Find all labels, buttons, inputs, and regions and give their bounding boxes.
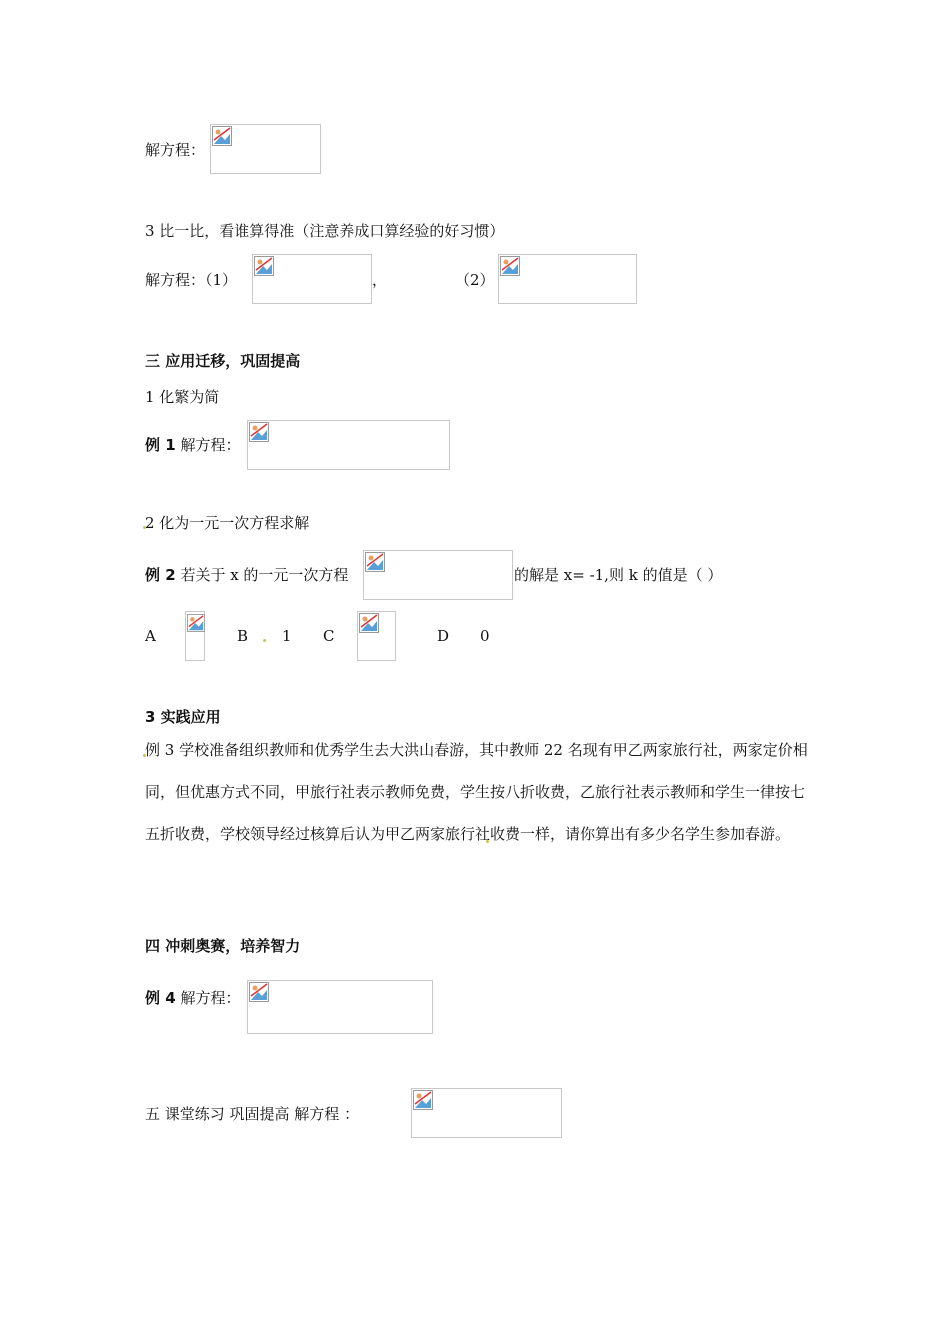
example-1 [145, 435, 240, 455]
option-b-value: 1 [282, 627, 292, 645]
subsection-2: 2 化为一元一次方程求解 [145, 514, 310, 532]
option-c-label: C [323, 627, 335, 645]
example-2-tail: 的解是 x= -1,则 k 的值是（ ） [514, 566, 723, 584]
example-4 [145, 988, 240, 1008]
broken-image-icon [247, 980, 433, 1034]
section-5-heading: 五 课堂练习 巩固提高 解方程 ： [145, 1105, 360, 1123]
broken-image-icon [210, 124, 321, 174]
section-3-heading: 三 应用迁移，巩固提高 [145, 352, 301, 370]
marker-dot [263, 639, 266, 642]
example-2-text: 若关于 x 的一元一次方程 [175, 566, 349, 584]
broken-image-icon [357, 611, 396, 661]
example-2 [145, 565, 348, 585]
example-3-paragraph: 例 3 学校准备组织教师和优秀学生去大洪山春游，其中教师 22 名现有甲乙两家旅行社，两家定价相同，但优惠方式不同，甲旅行社表示教师免费，学生按八折收费，乙旅行社表示教师和学生一律按七五折收费，学校领导经过核算后认为甲乙两家旅行社收费一样，请你算出有多少名学生参加春游。 [145, 741, 808, 843]
broken-image-icon [498, 254, 637, 304]
broken-image-icon [363, 550, 513, 600]
broken-image-icon [411, 1088, 562, 1138]
section-4-heading: 四 冲刺奥赛，培养智力 [145, 937, 301, 955]
example-1-text: 解方程： [175, 436, 241, 454]
example-1-label: 例 1 [145, 436, 176, 454]
subsection-3: 3 实践应用 [145, 708, 221, 726]
option-b-label: B [237, 627, 249, 645]
equation-prompt-1: 解方程： [145, 141, 206, 159]
exercise-3-title: 3 比一比，看谁算得准（注意养成口算经验的好习惯） [145, 222, 505, 240]
broken-image-icon [247, 420, 450, 470]
example-2-label: 例 2 [145, 566, 176, 584]
example-4-label: 例 4 [145, 989, 176, 1007]
option-d-label: D [437, 627, 450, 645]
example-4-text: 解方程： [175, 989, 241, 1007]
broken-image-icon [185, 611, 205, 661]
item-2-label: （2） [455, 271, 495, 289]
comma: ， [372, 271, 388, 289]
option-d-value: 0 [480, 627, 490, 645]
option-a-label: A [145, 627, 156, 645]
broken-image-icon [252, 254, 372, 304]
equation-prompt-3: 解方程：（1） [145, 271, 238, 289]
subsection-1: 1 化繁为简 [145, 388, 220, 406]
